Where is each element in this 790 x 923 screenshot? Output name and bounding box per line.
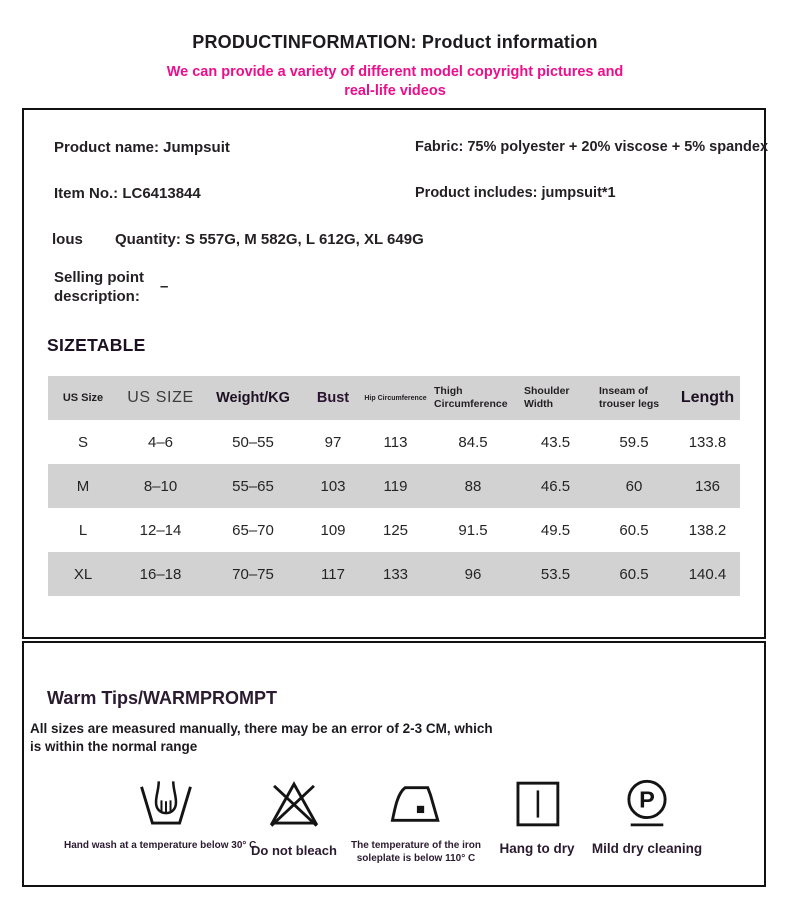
do-not-bleach-icon [265,774,323,834]
iron-low-temp-icon [387,774,445,834]
product-info-box [22,108,769,639]
cell: 8–10 [143,477,178,495]
cell: 65–70 [232,521,274,539]
cell: 60.5 [619,565,649,583]
cell: S [77,433,88,451]
cell: 16–18 [139,565,182,583]
col-inseam: Inseam of trouser legs [599,385,660,410]
col-hip: Hip Circumference [364,394,427,402]
cell: M [76,477,90,495]
fabric-info: Fabric: 75% polyester + 20% viscose + 5% spandex [415,139,769,155]
care-label: Do not bleach [251,843,337,858]
cell: 103 [320,477,346,495]
table-row-m [48,464,740,508]
col-us-size-alt: US SIZE [127,389,194,406]
product-includes: Product includes: jumpsuit*1 [415,185,616,201]
cell: 119 [383,477,408,495]
care-item-dry-clean [572,774,722,856]
cell: 60.5 [619,521,649,539]
cell: 53.5 [540,565,571,583]
cell: 109 [320,521,346,539]
cell: 43.5 [540,433,571,451]
svg-text:P: P [639,786,655,813]
cell: 125 [382,521,409,539]
col-weight: Weight/KG [216,390,290,406]
product-name: Product name: Jumpsuit [54,139,230,156]
cell: L [78,521,88,539]
cell: 117 [321,565,345,583]
warm-tips-note: All sizes are measured manually, there may be an error of 2-3 CM, which is within the normal range [30,721,493,754]
cell: XL [73,565,93,583]
table-row-s [48,420,740,464]
col-bust: Bust [316,390,350,406]
subtitle-line-2: real-life videos [344,83,446,99]
warm-tips-heading: Warm Tips/WARMPROMPT [47,688,278,708]
col-thigh: Thigh Circumference [434,385,508,410]
care-label: Hang to dry [499,841,575,856]
cell: 55–65 [232,477,274,495]
selling-point-value: – [160,278,169,295]
cell: 70–75 [232,565,274,583]
col-length: Length [680,389,735,406]
cell: 133 [382,565,409,583]
item-number: Item No.: LC6413844 [54,185,201,202]
cell: 46.5 [540,477,571,495]
cell: 140.4 [688,565,727,583]
selling-point-label: Selling point description: [54,269,144,305]
col-shoulder: Shoulder Width [524,385,570,410]
table-row-xl [48,552,740,596]
cell: 138.2 [688,521,727,539]
care-item-iron-low [347,774,485,865]
cell: 97 [324,433,342,451]
cell: 113 [383,433,408,451]
cell: 133.8 [688,433,727,451]
cell: 49.5 [540,521,571,539]
cell: 60 [625,477,643,495]
cell: 84.5 [458,433,488,451]
col-us-size: US Size [62,392,104,404]
cell: 59.5 [619,433,649,451]
cell: 12–14 [139,521,182,539]
hand-wash-icon [137,774,195,834]
cell: 91.5 [458,521,488,539]
care-label: Hand wash at a temperature below 30° C [64,840,257,851]
cell: 88 [464,477,482,495]
cell: 136 [694,477,721,495]
page-subtitle [0,63,790,101]
size-table-header-row [48,376,740,420]
warm-tips-box [22,641,766,887]
size-table [48,376,740,596]
left-text-fragment: lous [52,231,83,248]
table-row-l [48,508,740,552]
cell: 50–55 [232,433,274,451]
subtitle-line-1: We can provide a variety of different model copyright pictures and [166,64,624,80]
care-label: The temperature of the iron soleplate is below 110° C [350,840,481,864]
cell: 96 [464,565,482,583]
care-label: Mild dry cleaning [591,841,703,856]
page-title: PRODUCTINFORMATION: Product information [192,32,598,52]
cell: 4–6 [147,433,174,451]
size-table-heading: SIZETABLE [47,335,146,355]
quantity-info: Quantity: S 557G, M 582G, L 612G, XL 649G [115,231,424,248]
dry-clean-p-icon [618,774,676,834]
hang-to-dry-icon [508,774,566,834]
care-item-do-not-bleach [225,774,363,858]
